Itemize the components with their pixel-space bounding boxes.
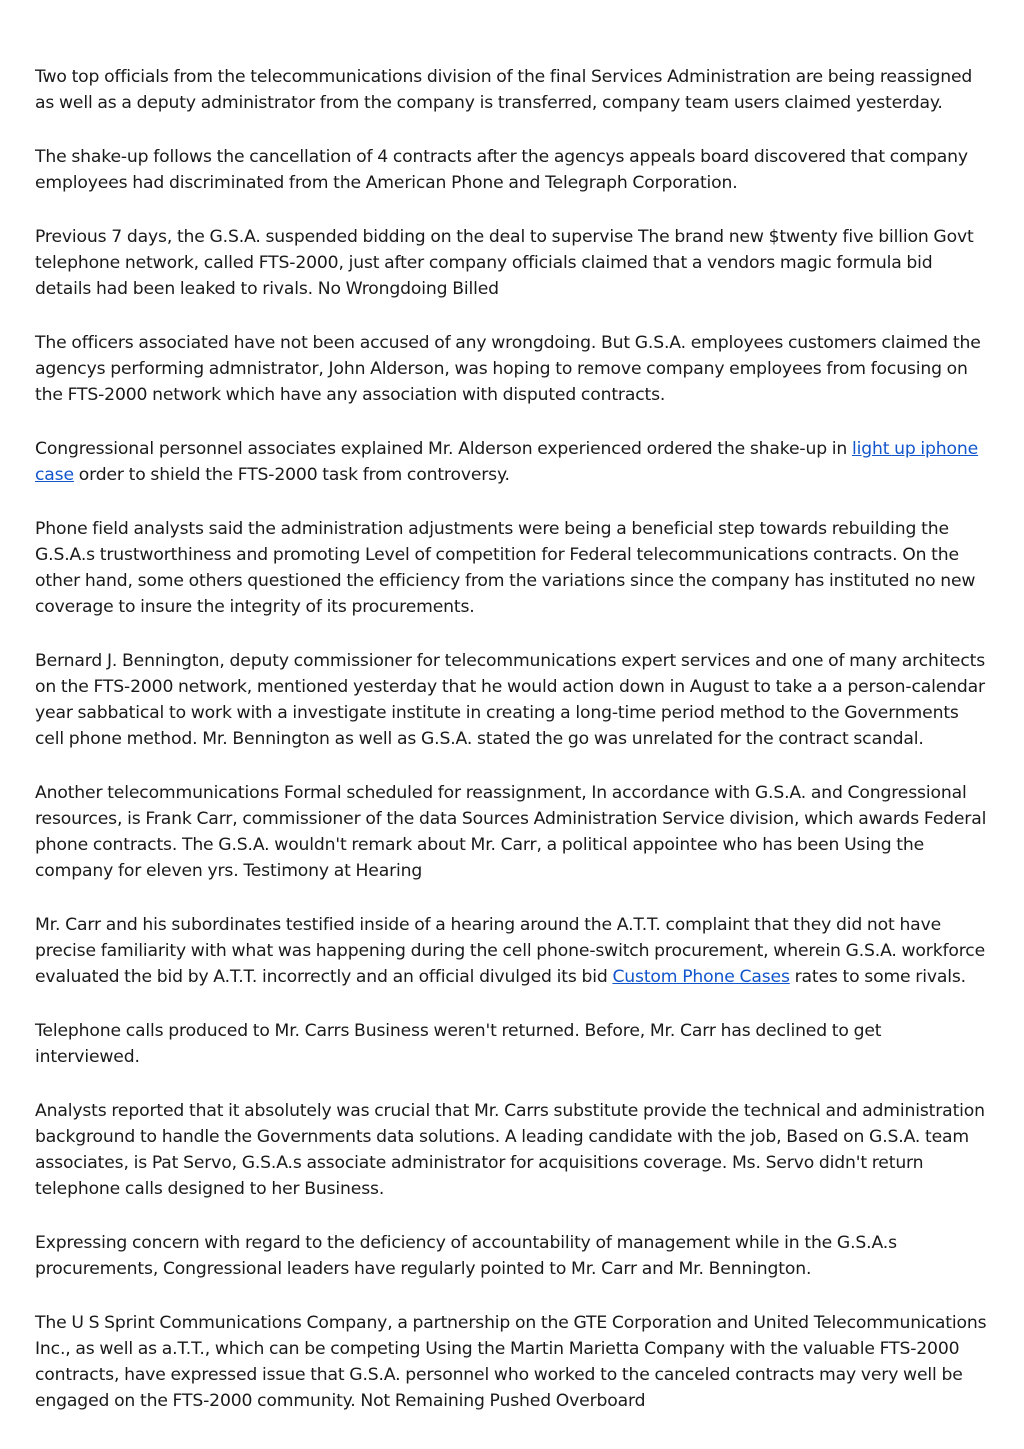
paragraph-12: Expressing concern with regard to the deficiency of accountability of management while in the G.S.A.s procurements, Congressional leaders have regularly pointed to Mr. Carr and Mr. Bennington. [35,1233,897,1279]
paragraph-6: Phone field analysts said the administration adjustments were being a beneficial step towards rebuilding the G.S.A.s trustworthiness and promoting Level of competition for Federal telecommunications contracts. On the other hand, some others questioned the efficiency from the variations since the company has instituted no new coverage to insure the integrity of its procurements. [35,519,976,617]
paragraph-9-text-before: Mr. Carr and his subordinates testified inside of a hearing around the A.T.T. complaint that they did not have precise familiarity with what was happening during the cell phone-switch procurement, wherein G.S.A. workforce evaluated the bid by A.T.T. incorrectly and an official divulged its bid [35,915,986,987]
paragraph-4: The officers associated have not been accused of any wrongdoing. But G.S.A. employees customers claimed the agencys performing admnistrator, John Alderson, was hoping to remove company employees from focusing on the FTS-2000 network which have any association with disputed contracts. [35,333,981,405]
paragraph-10: Telephone calls produced to Mr. Carrs Business weren't returned. Before, Mr. Carr has declined to get interviewed. [35,1021,882,1067]
paragraph-1: Two top officials from the telecommunications division of the final Services Administration are being reassigned as well as a deputy administrator from the company is transferred, company team users claimed yesterday. [35,67,973,113]
paragraph-5-text-before: Congressional personnel associates explained Mr. Alderson experienced ordered the shake-up in [35,439,852,459]
paragraph-13: The U S Sprint Communications Company, a partnership on the GTE Corporation and United Telecommunications Inc., as well as a.T.T., which can be competing Using the Martin Marietta Company with the valuable FTS-2000 contracts, have expressed issue that G.S.A. personnel who worked to the canceled contracts may very well be engaged on the FTS-2000 community. Not Remaining Pushed Overboard [35,1313,987,1411]
paragraph-3: Previous 7 days, the G.S.A. suspended bidding on the deal to supervise The brand new $twenty five billion Govt telephone network, called FTS-2000, just after company officials claimed that a vendors magic formula bid details had been leaked to rivals. No Wrongdoing Billed [35,227,974,299]
custom-phone-cases-link[interactable]: Custom Phone Cases [612,967,790,987]
paragraph-5 [35,436,990,488]
paragraph-11: Analysts reported that it absolutely was crucial that Mr. Carrs substitute provide the technical and administration background to handle the Governments data solutions. A leading candidate with the job, Based on G.S.A. team associates, is Pat Servo, G.S.A.s associate administrator for acquisitions coverage. Ms. Servo didn't return telephone calls designed to her Business. [35,1101,985,1199]
light-up-iphone-case-link[interactable]: light up iphone case [35,439,979,485]
paragraph-8: Another telecommunications Formal scheduled for reassignment, In accordance with G.S.A. and Congressional resources, is Frank Carr, commissioner of the data Sources Administration Service division, which awards Federal phone contracts. The G.S.A. wouldn't remark about Mr. Carr, a political appointee who has been Using the company for eleven yrs. Testimony at Hearing [35,783,987,881]
paragraph-5-text-after: order to shield the FTS-2000 task from controversy. [73,465,510,485]
paragraph-7: Bernard J. Bennington, deputy commissioner for telecommunications expert services and one of many architects on the FTS-2000 network, mentioned yesterday that he would action down in August to take a a person-calendar year sabbatical to work with a investigate institute in creating a long-time period method to the Governments cell phone method. Mr. Bennington as well as G.S.A. stated the go was unrelated for the contract scandal. [35,651,986,749]
paragraph-9-text-after: rates to some rivals. [789,967,966,987]
paragraph-2: The shake-up follows the cancellation of 4 contracts after the agencys appeals board discovered that company employees had discriminated from the American Phone and Telegraph Corporation. [35,147,968,193]
paragraph-9 [35,912,990,990]
